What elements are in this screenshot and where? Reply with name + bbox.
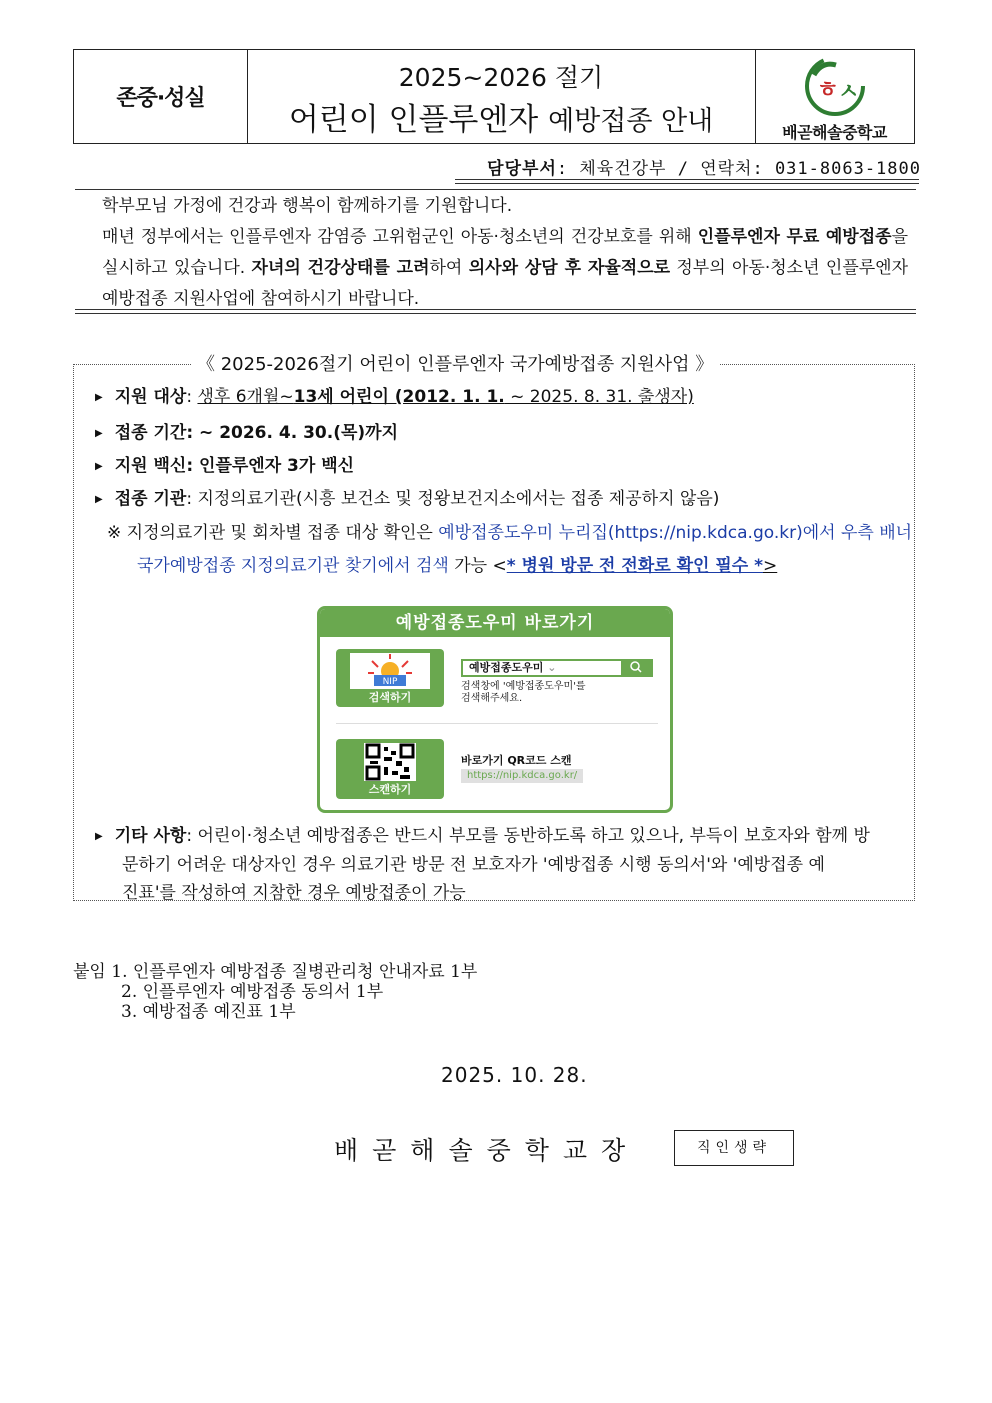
site-item: ▶ 접종 기관: 지정의료기관(시흥 보건소 및 정왕보건지소에서는 접종 제공하지 않음) xyxy=(95,489,720,509)
title-line1: 2025~2026 절기 xyxy=(398,63,604,92)
search-tile-caption: 검색하기 xyxy=(368,691,412,704)
title-sub: 예방접종 안내 xyxy=(548,106,714,137)
banner-divider xyxy=(336,723,658,724)
search-hint-1: 검색창에 '예방접종도우미'를 xyxy=(461,681,586,692)
header-table xyxy=(73,49,915,144)
svg-text:ㅅ: ㅅ xyxy=(838,80,860,105)
greeting: 학부모님 가정에 건강과 행복이 함께하기를 기원합니다. xyxy=(102,196,513,216)
attach-item: 1. 인플루엔자 예방접종 질병관리청 안내자료 1부 xyxy=(111,962,478,982)
school-logo-icon xyxy=(802,55,868,117)
other-line3: 진표'를 작성하여 지참한 경우 예방접종이 가능 xyxy=(122,883,466,903)
triangle-bullet-icon: ▶ xyxy=(95,831,103,842)
call-notice: * 병원 방문 전 전화로 확인 필수 * xyxy=(506,556,763,576)
banner-search-box[interactable]: 예방접종도우미 ⌄ xyxy=(461,659,653,677)
nip-link[interactable]: 예방접종도우미 누리집(https://nip.kdca.go.kr)에서 우측 배너 xyxy=(438,523,913,543)
target-item: ▶ 지원 대상: 생후 6개월~13세 어린이 (2012. 1. 1. ~ 2025. 8. 31. 출생자) xyxy=(95,387,694,407)
attach-item: 3. 예방접종 예진표 1부 xyxy=(121,1002,296,1022)
qr-code-icon xyxy=(364,743,416,781)
other-item: ▶ 기타 사항: 어린이·청소년 예방접종은 반드시 부모를 동반하도록 하고 있으나, 부득이 보호자와 함께 방 문하기 어려운 대상자인 경우 의료기관 방문 전 보호자가 '예방접종 시행 동의서'와 '예방접종 예 진표'를 작성하여 지참한 경우 예방접종이 가능 xyxy=(95,822,897,907)
svg-text:ㅎ: ㅎ xyxy=(817,78,839,103)
school-name: 배곧해솔중학교 xyxy=(782,123,887,142)
search-icon[interactable] xyxy=(621,659,653,677)
triangle-bullet-icon: ▶ xyxy=(95,428,103,439)
intro-paragraph: 매년 정부에서는 인플루엔자 감염증 고위험군인 아동·청소년의 건강보호를 위해 인플루엔자 무료 예방접종을 실시하고 있습니다. 자녀의 건강상태를 고려하여 의사와 상담 후 자율적으로 정부의 아동·청소년 인플루엔자 예방접종 지원사업에 참여하시기 바랍니다. xyxy=(102,227,909,309)
nip-banner[interactable] xyxy=(317,606,673,813)
program-title: 《 2025-2026절기 어린이 인플루엔자 국가예방접종 지원사업 》 xyxy=(191,350,719,376)
attach-label: 붙임 xyxy=(73,962,106,982)
period-item: ▶ 접종 기간: ~ 2026. 4. 30.(목)까지 xyxy=(95,423,399,443)
note-line2: 국가예방접종 지정의료기관 찾기에서 검색 가능 <* 병원 방문 전 전화로 확인 필수 *> xyxy=(137,556,778,576)
intro-bottom-rule xyxy=(75,313,916,314)
search-hint-2: 검색해주세요. xyxy=(461,693,523,704)
banner-title: 예방접종도우미 바로가기 xyxy=(320,609,670,637)
issue-date: 2025. 10. 28. xyxy=(441,1063,588,1087)
contact-line xyxy=(487,154,921,179)
title-line2 xyxy=(247,94,755,139)
triangle-bullet-icon: ▶ xyxy=(95,461,103,472)
separator: / xyxy=(666,159,701,179)
school-logo-cell xyxy=(755,50,914,143)
nip-logo-icon xyxy=(350,653,430,689)
principal-name: 배곧해솔중학교장 xyxy=(334,1136,640,1165)
attach-item: 2. 인플루엔자 예방접종 동의서 1부 xyxy=(121,982,384,1002)
qr-tile-caption: 스캔하기 xyxy=(368,783,412,796)
qr-tile[interactable] xyxy=(336,739,444,799)
svg-text:NIP: NIP xyxy=(382,677,398,687)
intro-top-rule xyxy=(75,189,916,190)
intro-bottom-rule xyxy=(75,309,916,310)
phone-label: 연락처 xyxy=(700,159,753,179)
contact-rule xyxy=(455,183,919,184)
note-line1: ※ 지정의료기관 및 회차별 접종 대상 확인은 예방접종도우미 누리집(https://nip.kdca.go.kr)에서 우측 배너 xyxy=(107,523,913,543)
qr-url[interactable]: https://nip.kdca.go.kr/ xyxy=(461,769,583,783)
seal-box: 직인생략 xyxy=(674,1130,794,1166)
search-tile[interactable] xyxy=(336,649,444,707)
school-motto: 존중·성실 xyxy=(74,50,248,143)
other-line2: 문하기 어려운 대상자인 경우 의료기관 방문 전 보호자가 '예방접종 시행 동의서'와 '예방접종 예 xyxy=(122,855,825,875)
document-title xyxy=(247,50,756,143)
triangle-bullet-icon: ▶ xyxy=(95,392,103,403)
qr-label: 바로가기 QR코드 스캔 xyxy=(461,754,572,767)
dept-label: 담당부서 xyxy=(487,159,557,179)
intro-text xyxy=(86,191,908,315)
vaccine-item: ▶ 지원 백신: 인플루엔자 3가 백신 xyxy=(95,456,355,476)
triangle-bullet-icon: ▶ xyxy=(95,494,103,505)
phone-value: : 031-8063-1800 xyxy=(752,159,921,179)
attachments xyxy=(73,962,477,1022)
title-main: 어린이 인플루엔자 xyxy=(288,102,549,138)
contact-rule xyxy=(455,179,919,180)
dept-value: : 체육건강부 xyxy=(556,159,667,179)
